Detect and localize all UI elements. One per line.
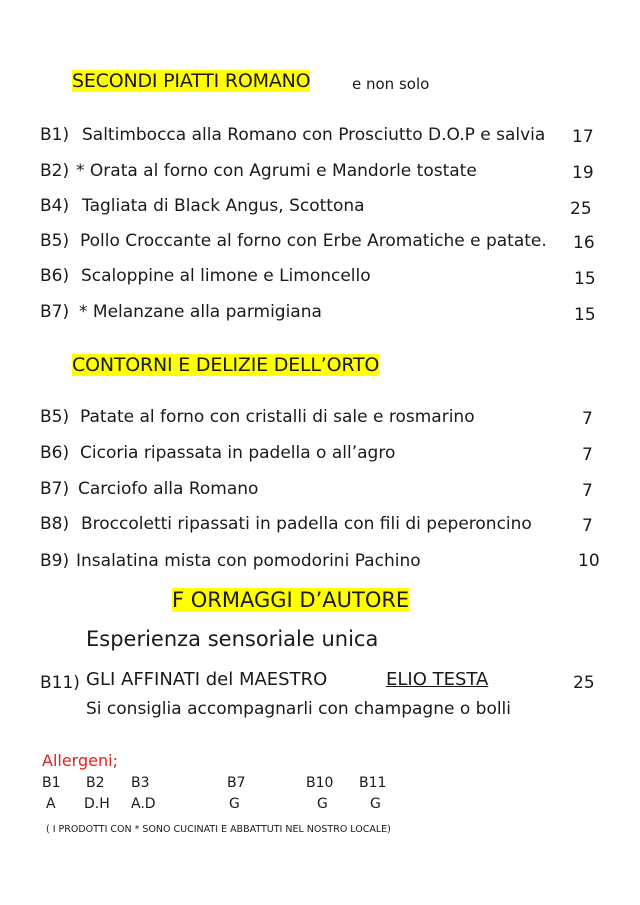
item-price: 10 bbox=[578, 551, 600, 571]
item-name: Scaloppine al limone e Limoncello bbox=[81, 266, 371, 286]
item-note: Si consiglia accompagnarli con champagne o bolli bbox=[86, 699, 512, 719]
item-code: B2) bbox=[40, 161, 70, 181]
item-price: 7 bbox=[582, 445, 593, 465]
item-name: * Melanzane alla parmigiana bbox=[79, 302, 322, 322]
allergen-value: A.D bbox=[131, 796, 156, 812]
secondi-subtitle: e non solo bbox=[352, 75, 430, 93]
item-name: Patate al forno con cristalli di sale e rosmarino bbox=[80, 407, 475, 427]
item-name: Saltimbocca alla Romano con Prosciutto D.O.P e salvia bbox=[82, 125, 546, 145]
item-code: B6) bbox=[40, 443, 70, 463]
allergen-code: B2 bbox=[86, 775, 105, 791]
allergen-value: G bbox=[317, 796, 328, 812]
item-price: 7 bbox=[582, 409, 593, 429]
formaggi-title: F ORMAGGI D’AUTORE bbox=[172, 588, 410, 612]
secondi-title: SECONDI PIATTI ROMANO bbox=[72, 70, 311, 92]
allergen-code: B10 bbox=[306, 775, 334, 791]
allergen-code: B11 bbox=[359, 775, 387, 791]
item-price: 25 bbox=[570, 199, 592, 219]
item-code: B11) bbox=[40, 673, 80, 693]
item-code: B4) bbox=[40, 196, 70, 216]
item-name: Carciofo alla Romano bbox=[78, 479, 259, 499]
allergens-title: Allergeni; bbox=[42, 751, 118, 770]
item-code: B9) bbox=[40, 551, 70, 571]
allergen-value: D.H bbox=[84, 796, 110, 812]
item-name: Broccoletti ripassati in padella con fili di peperoncino bbox=[81, 514, 532, 534]
item-price: 25 bbox=[573, 673, 595, 693]
item-name: * Orata al forno con Agrumi e Mandorle tostate bbox=[76, 161, 477, 181]
item-code: B5) bbox=[40, 231, 70, 251]
item-name: Pollo Croccante al forno con Erbe Aromatiche e patate. bbox=[80, 231, 547, 251]
allergen-code: B7 bbox=[227, 775, 246, 791]
item-price: 7 bbox=[582, 481, 593, 501]
allergen-value: A bbox=[46, 796, 56, 812]
allergen-code: B3 bbox=[131, 775, 150, 791]
item-price: 7 bbox=[582, 516, 593, 536]
item-name: GLI AFFINATI del MAESTRO bbox=[86, 669, 328, 690]
item-price: 19 bbox=[572, 163, 594, 183]
item-code: B1) bbox=[40, 125, 70, 145]
item-price: 15 bbox=[574, 269, 596, 289]
allergen-value: G bbox=[229, 796, 240, 812]
item-code: B7) bbox=[40, 302, 70, 322]
item-code: B7) bbox=[40, 479, 70, 499]
item-price: 16 bbox=[573, 233, 595, 253]
allergens-footnote: ( I PRODOTTI CON * SONO CUCINATI E ABBATTUTI NEL NOSTRO LOCALE) bbox=[46, 824, 391, 835]
item-price: 17 bbox=[572, 127, 594, 147]
item-name: Cicoria ripassata in padella o all’agro bbox=[80, 443, 396, 463]
item-code: B6) bbox=[40, 266, 70, 286]
contorni-title: CONTORNI E DELIZIE DELL’ORTO bbox=[72, 354, 380, 376]
maestro-name: ELIO TESTA bbox=[386, 669, 489, 690]
item-code: B5) bbox=[40, 407, 70, 427]
item-price: 15 bbox=[574, 305, 596, 325]
formaggi-subtitle: Esperienza sensoriale unica bbox=[86, 627, 379, 651]
allergen-code: B1 bbox=[42, 775, 61, 791]
item-name: Insalatina mista con pomodorini Pachino bbox=[76, 551, 421, 571]
allergen-value: G bbox=[370, 796, 381, 812]
item-name: Tagliata di Black Angus, Scottona bbox=[82, 196, 365, 216]
item-code: B8) bbox=[40, 514, 70, 534]
